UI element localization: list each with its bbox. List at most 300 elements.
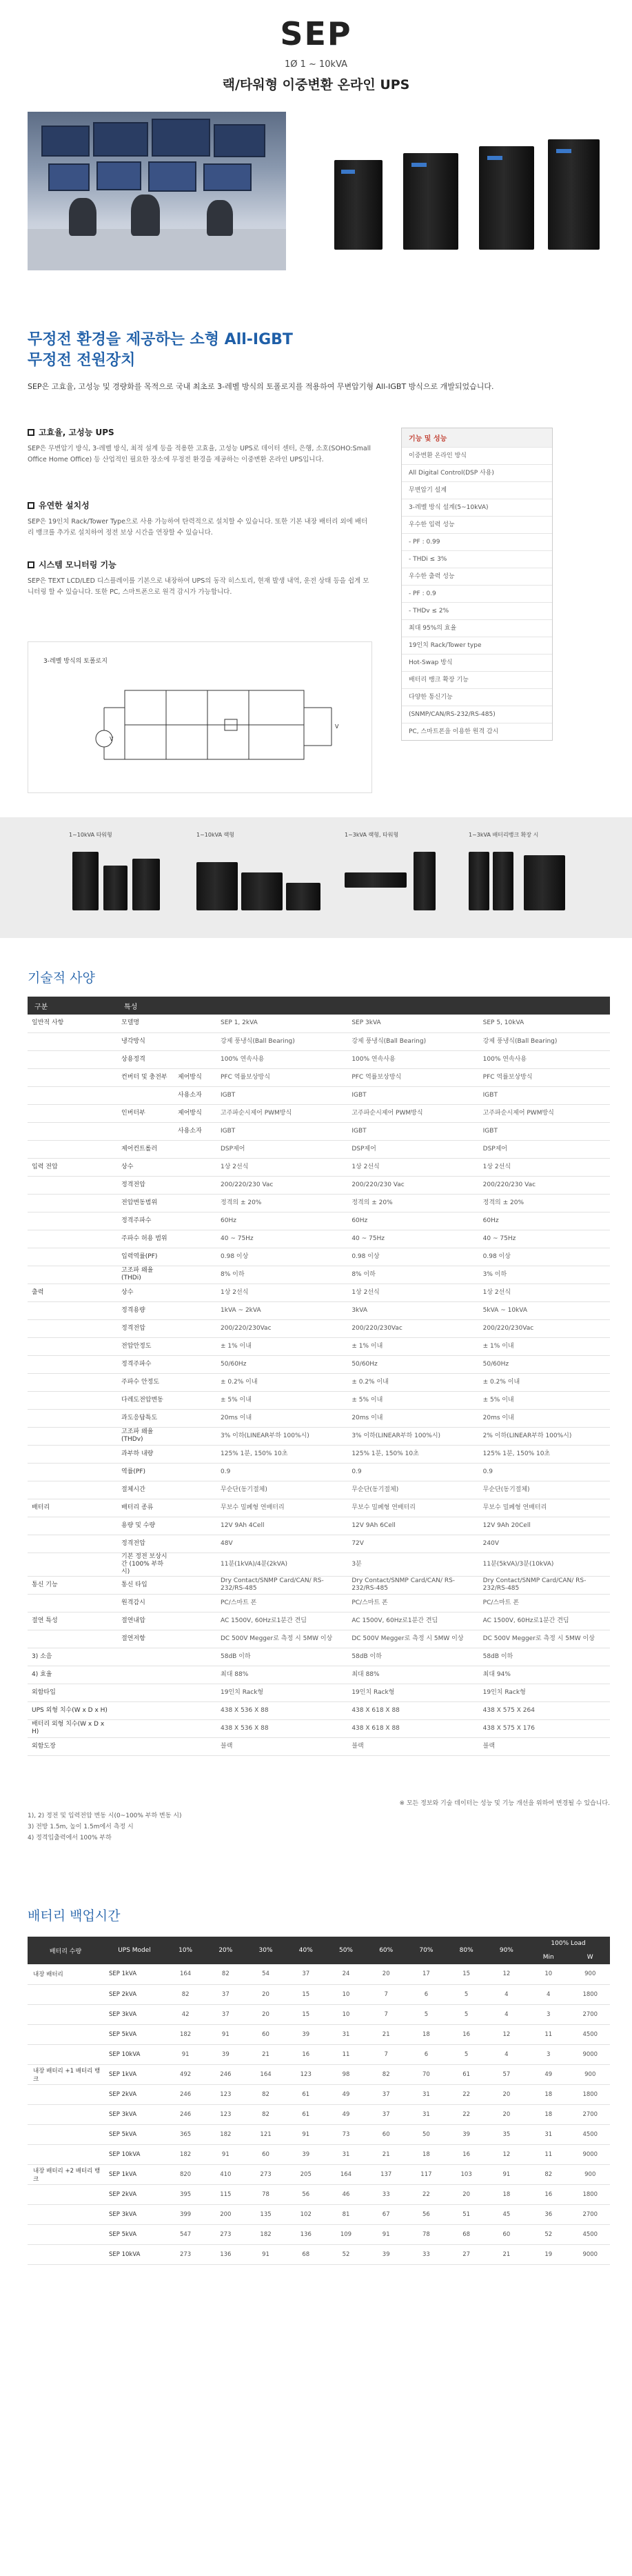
spec-cell <box>28 1373 117 1391</box>
spec-cell: 3분 <box>347 1552 478 1576</box>
battery-cell: 73 <box>326 2124 366 2144</box>
battery-cell: 82 <box>245 2104 285 2124</box>
battery-cell: SEP 2kVA <box>103 2084 165 2104</box>
spec-cell: 냉각방식 <box>117 1032 174 1050</box>
spec-row <box>28 1701 610 1719</box>
spec-cell: IGBT <box>479 1086 610 1104</box>
spec-row <box>28 1212 610 1230</box>
spec-cell: 제어컨트롤러 <box>117 1140 174 1158</box>
spec-row <box>28 1594 610 1612</box>
battery-cell: 27 <box>447 2244 487 2264</box>
battery-cell: 12 <box>487 1964 527 1984</box>
spec-row <box>28 1576 610 1594</box>
spec-cell: ± 1% 이내 <box>216 1337 347 1355</box>
battery-cell: 410 <box>205 2164 245 2184</box>
spec-cell: 정격전압 <box>117 1319 174 1337</box>
battery-cell: 5 <box>447 1984 487 2004</box>
battery-cell: 10 <box>326 1984 366 2004</box>
spec-cell: DC 500V Megger로 측정 시 5MW 이상 <box>216 1630 347 1648</box>
battery-cell: 82 <box>245 2084 285 2104</box>
spec-row <box>28 1666 610 1684</box>
battery-cell: 20 <box>366 1964 406 1984</box>
spec-cell <box>28 1301 117 1319</box>
battery-cell: 16 <box>447 2024 487 2044</box>
spec-row <box>28 1373 610 1391</box>
spec-cell: 용량 및 수량 <box>117 1517 174 1535</box>
spec-row <box>28 1499 610 1517</box>
spec-cell <box>174 1032 216 1050</box>
battery-cell: 16 <box>527 2184 571 2204</box>
spec-cell <box>174 1176 216 1194</box>
battery-cell: 49 <box>527 2064 571 2084</box>
battery-cell: 246 <box>165 2104 205 2124</box>
spec-cell: 정격의 ± 20% <box>216 1194 347 1212</box>
spec-cell <box>28 1594 117 1612</box>
battery-cell <box>28 2124 103 2144</box>
battery-cell: 82 <box>366 2064 406 2084</box>
battery-cell: 2700 <box>571 2204 610 2224</box>
spec-cell: PFC 역률보상방식 <box>216 1068 347 1086</box>
spec-cell: 정격의 ± 20% <box>479 1194 610 1212</box>
spec-cell <box>174 1612 216 1630</box>
spec-cell <box>174 1445 216 1463</box>
spec-cell <box>174 1666 216 1684</box>
spec-cell: 20ms 이내 <box>347 1409 478 1427</box>
spec-cell <box>28 1068 117 1086</box>
spec-cell: 0.9 <box>216 1463 347 1481</box>
intro-description: SEP은 고효율, 고성능 및 경량화를 목적으로 국내 최초로 3-레벨 방식의 토폴로지를 적용하여 무변압기형 All-IGBT 방식으로 개발되었습니다. <box>28 382 494 391</box>
spec-cell: 입력 전압 <box>28 1158 117 1176</box>
spec-cell: 배터리 <box>28 1499 117 1517</box>
spec-box-item: 19인치 Rack/Tower type <box>402 637 552 654</box>
spec-cell: 절체시간 <box>117 1481 174 1499</box>
battery-cell: 10 <box>527 1964 571 1984</box>
battery-cell: 37 <box>366 2084 406 2104</box>
battery-cell: 6 <box>406 1984 446 2004</box>
spec-cell <box>28 1050 117 1068</box>
battery-cell: 24 <box>326 1964 366 1984</box>
spec-cell: 0.9 <box>347 1463 478 1481</box>
spec-cell: 무순단(동기절체) <box>347 1481 478 1499</box>
spec-box-item: 배터리 뱅크 확장 기능 <box>402 671 552 688</box>
battery-cell <box>28 2184 103 2204</box>
battery-row <box>28 2204 610 2224</box>
spec-cell: 240V <box>479 1535 610 1552</box>
spec-cell: UPS 외형 치수(W x D x H) <box>28 1701 117 1719</box>
spec-cell: Dry Contact/SNMP Card/CAN/ RS-232/RS-485 <box>479 1576 610 1594</box>
spec-note-right: ※ 모든 정보와 기술 데이터는 성능 및 기능 개선을 위하여 변경될 수 있습니다. <box>399 1800 610 1807</box>
spec-row <box>28 1481 610 1499</box>
intro-headline-line1: 무정전 환경을 제공하는 소형 All-IGBT <box>28 331 293 348</box>
spec-cell: 최대 88% <box>216 1666 347 1684</box>
spec-row <box>28 1140 610 1158</box>
spec-cell: 전압안정도 <box>117 1337 174 1355</box>
topology-diagram <box>28 641 372 793</box>
battery-cell: 492 <box>165 2064 205 2084</box>
battery-cell: 31 <box>326 2144 366 2164</box>
spec-cell: 고주파순시제어 PWM방식 <box>479 1104 610 1122</box>
battery-cell: 5 <box>447 2004 487 2024</box>
spec-cell <box>28 1409 117 1427</box>
battery-cell: 60 <box>245 2024 285 2044</box>
battery-cell: 60 <box>245 2144 285 2164</box>
spec-cell: Dry Contact/SNMP Card/CAN/ RS-232/RS-485 <box>216 1576 347 1594</box>
spec-note: 3) 전방 1.5m, 높이 1.5m에서 측정 시 <box>28 1824 134 1830</box>
spec-cell: 200/220/230Vac <box>347 1319 478 1337</box>
battery-table-title: 배터리 백업시간 <box>28 1908 121 1924</box>
spec-cell: 200/220/230Vac <box>216 1319 347 1337</box>
spec-cell: PC/스마트 폰 <box>479 1594 610 1612</box>
spec-row <box>28 1355 610 1373</box>
battery-cell: 20 <box>447 2184 487 2204</box>
svg-text:V: V <box>335 723 339 730</box>
battery-cell: SEP 2kVA <box>103 1984 165 2004</box>
battery-cell: 900 <box>571 2064 610 2084</box>
battery-cell: 5 <box>447 2044 487 2064</box>
battery-cell: 164 <box>245 2064 285 2084</box>
battery-head: 60% <box>366 1937 406 1964</box>
battery-cell: 6 <box>406 2044 446 2064</box>
battery-cell: 121 <box>245 2124 285 2144</box>
spec-row <box>28 1194 610 1212</box>
spec-cell: DC 500V Megger로 측정 시 5MW 이상 <box>479 1630 610 1648</box>
battery-cell: 136 <box>205 2244 245 2264</box>
battery-cell: 20 <box>487 2084 527 2104</box>
spec-cell: 블랙 <box>479 1737 610 1755</box>
battery-row <box>28 2104 610 2124</box>
spec-cell: 배터리 외형 치수(W x D x H) <box>28 1719 117 1737</box>
battery-cell: 22 <box>406 2184 446 2204</box>
spec-cell: 11분(1kVA)/4분(2kVA) <box>216 1552 347 1576</box>
battery-row <box>28 2064 610 2084</box>
battery-cell: 49 <box>326 2104 366 2124</box>
battery-cell: 91 <box>205 2024 245 2044</box>
battery-cell: 1800 <box>571 1984 610 2004</box>
spec-box-item: 다양한 통신기능 <box>402 688 552 706</box>
battery-cell: 49 <box>326 2084 366 2104</box>
battery-head: UPS Model <box>103 1937 165 1964</box>
battery-cell: 17 <box>406 1964 446 1984</box>
spec-cell: 12V 9Ah 20Cell <box>479 1517 610 1535</box>
spec-cell <box>174 1319 216 1337</box>
spec-cell: 입력역률(PF) <box>117 1248 174 1266</box>
battery-cell: 78 <box>406 2224 446 2244</box>
spec-cell <box>174 1140 216 1158</box>
battery-cell: 4 <box>487 2004 527 2024</box>
spec-cell <box>174 1719 216 1737</box>
battery-cell: 31 <box>406 2084 446 2104</box>
spec-cell: 주파수 허용 범위 <box>117 1230 174 1248</box>
spec-row <box>28 1032 610 1050</box>
intro-headline-line2: 무정전 전원장치 <box>28 352 136 369</box>
model-label: 1~3kVA 랙형, 타워형 <box>345 832 399 838</box>
battery-cell: 182 <box>165 2144 205 2164</box>
spec-row <box>28 1301 610 1319</box>
battery-cell: 60 <box>366 2124 406 2144</box>
spec-box-item: 3-레벨 방식 설계(5~10kVA) <box>402 499 552 516</box>
battery-cell: 7 <box>366 1984 406 2004</box>
spec-cell: SEP 1, 2kVA <box>216 1015 347 1032</box>
spec-cell: 사용소자 <box>174 1122 216 1140</box>
battery-cell: 182 <box>165 2024 205 2044</box>
checkbox-icon <box>28 429 34 436</box>
battery-cell: 246 <box>165 2084 205 2104</box>
spec-cell: 0.98 이상 <box>347 1248 478 1266</box>
spec-cell: DC 500V Megger로 측정 시 5MW 이상 <box>347 1630 478 1648</box>
spec-cell <box>174 1212 216 1230</box>
battery-head: 70% <box>406 1937 446 1964</box>
spec-cell: 최대 94% <box>479 1666 610 1684</box>
battery-cell: 22 <box>447 2104 487 2124</box>
spec-cell: 모델명 <box>117 1015 174 1032</box>
battery-cell: 182 <box>245 2224 285 2244</box>
product-spec: 1Ø 1 ~ 10kVA <box>284 59 348 70</box>
battery-cell: 81 <box>326 2204 366 2224</box>
spec-cell: 60Hz <box>479 1212 610 1230</box>
battery-cell: 78 <box>245 2184 285 2204</box>
spec-cell: 1상 2선식 <box>216 1284 347 1301</box>
spec-box-item: Hot-Swap 방식 <box>402 654 552 671</box>
battery-head: 10% <box>165 1937 205 1964</box>
battery-row <box>28 2164 610 2184</box>
feature-title: 유연한 설치성 <box>39 501 90 510</box>
spec-cell: 8% 이하 <box>347 1266 478 1284</box>
circuit-svg <box>28 642 373 794</box>
battery-cell: 4500 <box>571 2224 610 2244</box>
battery-cell: 39 <box>205 2044 245 2064</box>
spec-head-characteristics: 특성 <box>117 997 216 1015</box>
spec-cell <box>174 1499 216 1517</box>
battery-cell: 7 <box>366 2044 406 2064</box>
battery-table <box>28 1937 610 2265</box>
spec-row <box>28 1463 610 1481</box>
spec-cell: IGBT <box>347 1086 478 1104</box>
battery-cell: 82 <box>527 2164 571 2184</box>
spec-cell <box>28 1266 117 1284</box>
battery-cell: 5 <box>406 2004 446 2024</box>
battery-subhead: W <box>571 1950 610 1964</box>
spec-cell <box>28 1212 117 1230</box>
spec-cell <box>174 1535 216 1552</box>
battery-cell <box>28 2084 103 2104</box>
spec-cell: 58dB 이하 <box>479 1648 610 1666</box>
battery-cell: SEP 3kVA <box>103 2104 165 2124</box>
battery-cell: SEP 1kVA <box>103 2164 165 2184</box>
battery-cell: 91 <box>366 2224 406 2244</box>
spec-cell: 사용소자 <box>174 1086 216 1104</box>
spec-cell <box>28 1230 117 1248</box>
battery-cell <box>28 2244 103 2264</box>
spec-cell <box>28 1630 117 1648</box>
battery-cell: 3 <box>527 2044 571 2064</box>
spec-row <box>28 1104 610 1122</box>
spec-cell: 출력 <box>28 1284 117 1301</box>
battery-cell: 273 <box>245 2164 285 2184</box>
battery-cell: 46 <box>326 2184 366 2204</box>
battery-row <box>28 2224 610 2244</box>
battery-cell: 10 <box>326 2004 366 2024</box>
checkbox-icon <box>28 502 34 509</box>
battery-cell: 54 <box>245 1964 285 1984</box>
spec-cell: 3kVA <box>347 1301 478 1319</box>
battery-row <box>28 1964 610 1984</box>
spec-row <box>28 1122 610 1140</box>
spec-cell <box>117 1701 174 1719</box>
battery-cell: 33 <box>366 2184 406 2204</box>
battery-row <box>28 2144 610 2164</box>
spec-cell: 절연 특성 <box>28 1612 117 1630</box>
battery-cell: 115 <box>205 2184 245 2204</box>
spec-row <box>28 1409 610 1427</box>
spec-cell: 3% 이하(LINEAR부하 100%시) <box>216 1427 347 1445</box>
spec-cell: 무보수 밀폐형 연배터리 <box>479 1499 610 1517</box>
spec-box-item: - PF : 0.99 <box>402 533 552 550</box>
spec-cell: 제어방식 <box>174 1068 216 1086</box>
spec-cell: 정격의 ± 20% <box>347 1194 478 1212</box>
spec-row <box>28 1684 610 1701</box>
spec-cell: 정격주파수 <box>117 1212 174 1230</box>
svg-text:V: V <box>110 736 114 742</box>
battery-cell: 4500 <box>571 2124 610 2144</box>
spec-cell: 일반적 사항 <box>28 1015 117 1032</box>
battery-cell: 123 <box>286 2064 326 2084</box>
battery-cell: 35 <box>487 2124 527 2144</box>
spec-box-item: 우수한 출력 성능 <box>402 568 552 585</box>
battery-row <box>28 2044 610 2064</box>
battery-cell: 22 <box>447 2084 487 2104</box>
battery-cell: 61 <box>286 2084 326 2104</box>
spec-cell: 절연저항 <box>117 1630 174 1648</box>
spec-cell <box>117 1737 174 1755</box>
battery-cell: 395 <box>165 2184 205 2204</box>
battery-cell: SEP 10kVA <box>103 2244 165 2264</box>
spec-cell: 정격용량 <box>117 1301 174 1319</box>
spec-cell <box>117 1648 174 1666</box>
spec-cell: 상용정격 <box>117 1050 174 1068</box>
spec-cell <box>174 1481 216 1499</box>
feature-title: 고효율, 고성능 UPS <box>39 428 114 437</box>
spec-cell: ± 1% 이내 <box>347 1337 478 1355</box>
model-battery-bank <box>469 831 572 928</box>
spec-cell: 1kVA ~ 2kVA <box>216 1301 347 1319</box>
battery-row <box>28 2244 610 2264</box>
spec-row <box>28 1086 610 1104</box>
spec-cell <box>174 1630 216 1648</box>
spec-cell: 438 X 536 X 88 <box>216 1719 347 1737</box>
spec-cell: ± 1% 이내 <box>479 1337 610 1355</box>
battery-head: 40% <box>286 1937 326 1964</box>
spec-cell: 438 X 575 X 264 <box>479 1701 610 1719</box>
battery-cell: 내장 배터리 <box>28 1964 103 1984</box>
spec-cell <box>28 1517 117 1535</box>
spec-table-title: 기술적 사양 <box>28 970 95 986</box>
spec-cell: 48V <box>216 1535 347 1552</box>
spec-cell: 다레도전압변동 <box>117 1391 174 1409</box>
battery-cell: 45 <box>487 2204 527 2224</box>
battery-row <box>28 2004 610 2024</box>
battery-cell: 70 <box>406 2064 446 2084</box>
spec-cell <box>28 1140 117 1158</box>
spec-cell: 200/220/230Vac <box>479 1319 610 1337</box>
battery-cell: 91 <box>165 2044 205 2064</box>
spec-cell <box>28 1122 117 1140</box>
spec-cell <box>174 1266 216 1284</box>
spec-cell: 고조파 왜율(THDv) <box>117 1427 174 1445</box>
spec-cell: 12V 9Ah 6Cell <box>347 1517 478 1535</box>
battery-cell: 37 <box>205 1984 245 2004</box>
spec-cell: 1상 2선식 <box>347 1284 478 1301</box>
feature-installation <box>28 499 372 539</box>
battery-cell: 18 <box>487 2184 527 2204</box>
battery-cell: 200 <box>205 2204 245 2224</box>
model-rack-tower <box>345 831 462 928</box>
spec-cell: 2% 이하(LINEAR부하 100%시) <box>479 1427 610 1445</box>
spec-cell: 125% 1분, 150% 10초 <box>216 1445 347 1463</box>
spec-cell <box>174 1684 216 1701</box>
spec-cell: SEP 5, 10kVA <box>479 1015 610 1032</box>
battery-row <box>28 2084 610 2104</box>
spec-cell <box>174 1463 216 1481</box>
spec-box-item: (SNMP/CAN/RS-232/RS-485) <box>402 706 552 723</box>
spec-row <box>28 1612 610 1630</box>
spec-cell <box>117 1122 174 1140</box>
ups-product-image <box>320 112 606 270</box>
battery-cell: 820 <box>165 2164 205 2184</box>
battery-cell: SEP 5kVA <box>103 2224 165 2244</box>
spec-cell: 정격전압 <box>117 1176 174 1194</box>
spec-cell <box>174 1701 216 1719</box>
spec-cell: 1상 2선식 <box>347 1158 478 1176</box>
battery-cell: 2700 <box>571 2104 610 2124</box>
spec-cell: IGBT <box>347 1122 478 1140</box>
battery-cell: 19 <box>527 2244 571 2264</box>
spec-cell: 1상 2선식 <box>479 1284 610 1301</box>
spec-cell: 고조파 왜율(THDi) <box>117 1266 174 1284</box>
battery-cell: 12 <box>487 2024 527 2044</box>
spec-row <box>28 1427 610 1445</box>
battery-cell: 547 <box>165 2224 205 2244</box>
battery-cell: 246 <box>205 2064 245 2084</box>
spec-cell: 고주파순시제어 PWM방식 <box>347 1104 478 1122</box>
model-label: 1~10kVA 랙형 <box>196 832 235 838</box>
spec-box-item: PC, 스마트폰을 이용한 원격 감시 <box>402 723 552 740</box>
battery-cell: 16 <box>286 2044 326 2064</box>
spec-cell <box>174 1737 216 1755</box>
battery-cell <box>28 2204 103 2224</box>
spec-row <box>28 1068 610 1086</box>
spec-cell: 3% 이하 <box>479 1266 610 1284</box>
battery-cell: 136 <box>286 2224 326 2244</box>
model-rack <box>196 831 320 928</box>
spec-cell <box>117 1086 174 1104</box>
spec-cell: 438 X 618 X 88 <box>347 1701 478 1719</box>
spec-cell <box>174 1594 216 1612</box>
spec-cell: 상수 <box>117 1158 174 1176</box>
spec-cell: DSP제어 <box>347 1140 478 1158</box>
spec-cell: Dry Contact/SNMP Card/CAN/ RS-232/RS-485 <box>347 1576 478 1594</box>
spec-cell: 외함타입 <box>28 1684 117 1701</box>
spec-cell: 정격전압 <box>117 1535 174 1552</box>
spec-cell: 최대 88% <box>347 1666 478 1684</box>
battery-cell <box>28 1984 103 2004</box>
battery-cell: 12 <box>487 2144 527 2164</box>
spec-cell <box>28 1176 117 1194</box>
battery-cell: 91 <box>286 2124 326 2144</box>
battery-cell: 205 <box>286 2164 326 2184</box>
battery-cell: 61 <box>447 2064 487 2084</box>
battery-head: 100% Load <box>527 1937 610 1950</box>
model-lineup <box>0 817 632 938</box>
